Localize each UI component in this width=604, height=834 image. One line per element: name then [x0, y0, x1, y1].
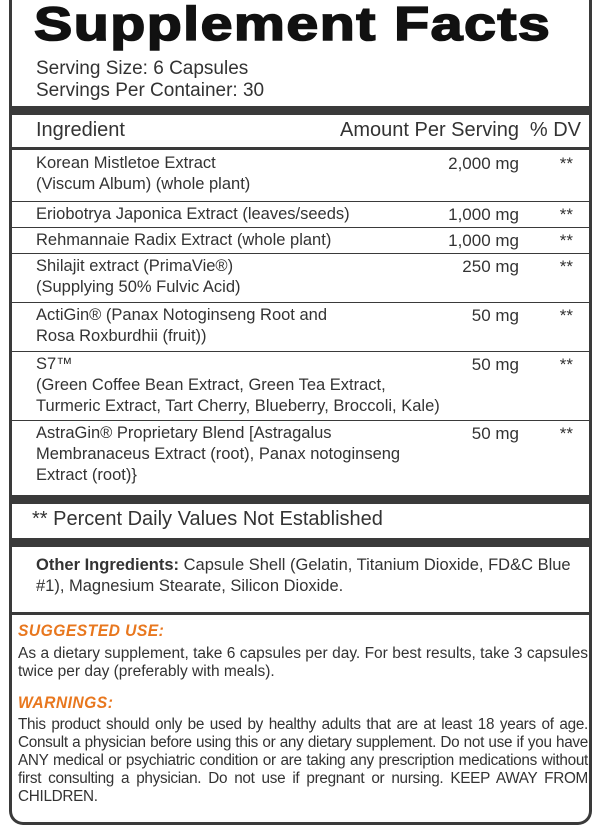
other-ingredients-text: Capsule Shell (Gelatin, Titanium Dioxide, FD&C Blue #1), Magnesium Stearate, Silicon Dioxide.: [36, 556, 571, 595]
ingredient-name-line: Extract (root)}: [36, 466, 137, 484]
ingredient-row: [12, 303, 589, 351]
ingredient-name: [36, 423, 400, 486]
panel-title: Supplement Facts: [34, 0, 552, 50]
ingredient-amount: 50 mg: [471, 306, 519, 325]
ingredient-row: [12, 228, 589, 253]
header-amount: Amount Per Serving: [340, 119, 519, 141]
servings-per-container: Servings Per Container: 30: [36, 80, 265, 101]
serving-size: Serving Size: 6 Capsules: [36, 58, 249, 79]
ingredient-amount: 50 mg: [471, 355, 519, 374]
ingredient-name-line: (Viscum Album) (whole plant): [36, 175, 251, 193]
ingredient-dv: **: [559, 306, 573, 325]
other-ingredients-label: Other Ingredients:: [36, 556, 180, 574]
ingredient-row: [12, 202, 589, 227]
ingredient-dv: **: [559, 154, 573, 173]
ingredient-name: [36, 256, 241, 298]
ingredient-amount: 1,000 mg: [448, 231, 519, 250]
suggested-use-text: As a dietary supplement, take 6 capsules per day. For best results, take 3 capsules twice per day (preferably with meals).: [18, 645, 588, 680]
ingredient-name: [36, 204, 350, 225]
ingredient-name-line: Rehmannaie Radix Extract (whole plant): [36, 231, 332, 249]
percent-dv-note: ** Percent Daily Values Not Established: [32, 508, 383, 530]
header-ingredient: Ingredient: [36, 119, 125, 141]
header-divider: [12, 147, 589, 150]
ingredient-name: [36, 153, 250, 195]
ingredient-name: [36, 305, 327, 347]
supplement-facts-panel: [9, 0, 592, 825]
ingredient-amount: 2,000 mg: [448, 154, 519, 173]
ingredient-name-line: ActiGin® (Panax Notoginseng Root and: [36, 306, 327, 324]
ingredient-row: [12, 151, 589, 201]
header-dv: % DV: [529, 119, 581, 141]
ingredient-amount: 250 mg: [462, 257, 519, 276]
ingredient-dv: **: [559, 205, 573, 224]
ingredient-row: [12, 352, 589, 420]
suggested-use-heading: SUGGESTED USE:: [18, 621, 165, 640]
ingredient-name-line: Membranaceus Extract (root), Panax notoginseng: [36, 445, 401, 463]
ingredient-name-line: S7™: [36, 355, 73, 373]
ingredient-name-line: Turmeric Extract, Tart Cherry, Blueberry, Broccoli, Kale): [36, 397, 440, 415]
ingredient-name-line: Rosa Roxburdhii (fruit)): [36, 327, 207, 345]
ingredient-dv: **: [559, 355, 573, 374]
ingredient-name-line: (Green Coffee Bean Extract, Green Tea Extract,: [36, 376, 386, 394]
thick-divider-3: [12, 538, 589, 547]
ingredient-name-line: Eriobotrya Japonica Extract (leaves/seeds): [36, 205, 350, 223]
thick-divider-2: [12, 495, 589, 504]
warnings-text: This product should only be used by healthy adults that are at least 18 years of age. Consult a physician before using this or any dietary supplement. Do not use if you have ANY medical or psychiatric condition or are taking any prescription medications without first consulting a physician. Do not use if pregnant or nursing. KEEP AWAY FROM CHILDREN.: [18, 716, 588, 805]
ingredient-amount: 50 mg: [471, 424, 519, 443]
ingredient-row: [12, 421, 589, 492]
ingredient-amount: 1,000 mg: [448, 205, 519, 224]
ingredient-name-line: (Supplying 50% Fulvic Acid): [36, 278, 241, 296]
ingredient-name-line: AstraGin® Proprietary Blend [Astragalus: [36, 424, 332, 442]
ingredient-dv: **: [559, 257, 573, 276]
ingredient-name: [36, 354, 440, 417]
ingredient-name: [36, 230, 331, 251]
section-divider: [9, 612, 592, 615]
warnings-heading: WARNINGS:: [18, 693, 114, 712]
ingredient-name-line: Korean Mistletoe Extract: [36, 154, 216, 172]
ingredient-dv: **: [559, 231, 573, 250]
ingredient-row: [12, 254, 589, 302]
thick-divider: [12, 106, 589, 115]
ingredient-dv: **: [559, 424, 573, 443]
ingredient-name-line: Shilajit extract (PrimaVie®): [36, 257, 234, 275]
other-ingredients: [36, 555, 581, 597]
